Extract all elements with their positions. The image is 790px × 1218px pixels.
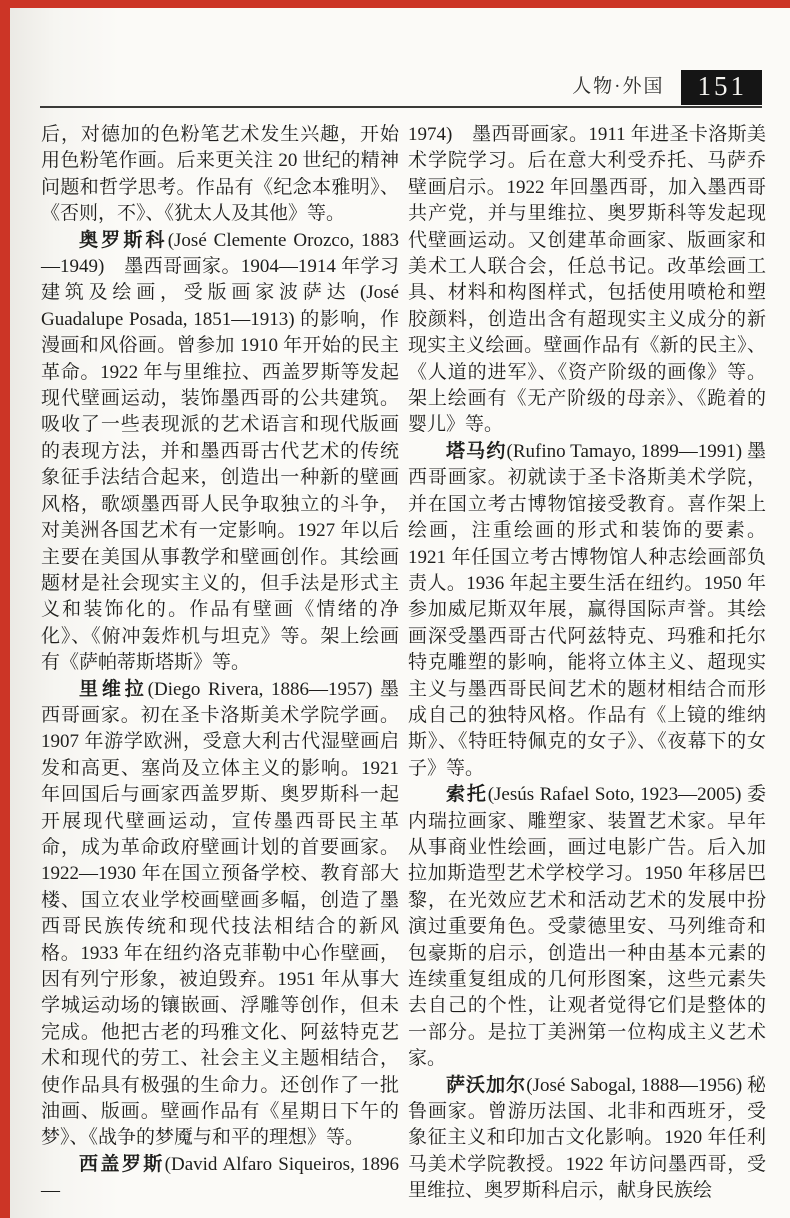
entry-orozco xyxy=(41,228,399,677)
entry-headword: 萨沃加尔 xyxy=(446,1074,527,1096)
right-column xyxy=(408,122,766,1205)
entry-siqueiros-start xyxy=(41,1152,399,1205)
section-label: 人物·外国 xyxy=(572,75,665,97)
entry-soto xyxy=(408,782,766,1072)
paragraph-continuation-kitaj xyxy=(41,122,399,228)
entry-body: (Rufino Tamayo, 1899—1991) 墨西哥画家。初就读于圣卡洛斯美术学院，并在国立考古博物馆接受教育。喜作架上绘画，注重绘画的形式和装饰的要素。1921 年任国立考古博物馆人种志绘画部负责人。1936 年起主要生活在纽约。1950 年参加威尼斯双年展，赢得国际声誉。其绘画深受墨西哥古代阿兹特克、玛雅和托尔特克雕塑的影响，能将立体主义、超现实主义与墨西哥民间艺术的题材相结合而形成自己的独特风格。作品有《上镜的维纳斯》、《特旺特佩克的女子》、《夜幕下的女子》等。 xyxy=(408,440,766,779)
page-header xyxy=(40,70,762,105)
entry-headword: 塔马约 xyxy=(446,440,507,462)
paragraph-text: 1974) 墨西哥画家。1911 年进圣卡洛斯美术学院学习。后在意大利受乔托、马萨乔壁画启示。1922 年回墨西哥，加入墨西哥共产党，并与里维拉、奥罗斯科等发起现代壁画运动。又创建革命画家、版画家和美术工人联合会，任总书记。改革绘画工具、材料和构图样式，包括使用喷枪和塑胶颜料，创造出含有超现实主义成分的新现实主义绘画。壁画作品有《新的民主》、《人道的进军》、《资产阶级的画像》等。架上绘画有《无产阶级的母亲》、《跪着的婴儿》等。 xyxy=(408,124,766,436)
paragraph-text: 后，对德加的色粉笔艺术发生兴趣，开始用色粉笔作画。后来更关注 20 世纪的精神问题和哲学思考。作品有《纪念本雅明》、《否则，不》、《犹太人及其他》等。 xyxy=(41,124,399,225)
entry-headword: 索托 xyxy=(446,784,488,806)
page-number-badge: 151 xyxy=(681,70,763,105)
header-rule xyxy=(40,106,762,108)
entry-headword: 奥罗斯科 xyxy=(79,229,168,251)
entry-sabogal xyxy=(408,1073,766,1205)
entry-headword: 里维拉 xyxy=(79,678,148,700)
entry-body: (David Alfaro Siqueiros, 1896— xyxy=(41,1153,399,1202)
entry-body: (José Sabogal, 1888—1956) 秘鲁画家。曾游历法国、北非和西班牙，受象征主义和印加古文化影响。1920 年任利马美术学院教授。1922 年访问墨西哥，受里维拉、奥罗斯科启示，献身民族绘 xyxy=(408,1074,766,1202)
entry-headword: 西盖罗斯 xyxy=(79,1153,165,1175)
red-left-edge xyxy=(0,0,10,1218)
entry-rivera xyxy=(41,677,399,1152)
entry-body: (Jesús Rafael Soto, 1923—2005) 委内瑞拉画家、雕塑家、装置艺术家。早年从事商业性绘画，画过电影广告。后入加拉加斯造型艺术学校学习。1950 年移居巴黎，在光效应艺术和活动艺术的发展中扮演过重要角色。受蒙德里安、马列维奇和包豪斯的启示，创造出一种由基本元素的连续重复组成的几何形图案，这些元素失去自己的个性，让观者觉得它们是整体的一部分。是拉丁美洲第一位构成主义艺术家。 xyxy=(408,784,766,1070)
entry-body: (José Clemente Orozco, 1883—1949) 墨西哥画家。1904—1914 年学习建筑及绘画，受版画家波萨达 (José Guadalupe Posada, 1851—1913) 的影响，作漫画和风俗画。曾参加 1910 年开始的民主革命。1922 年与里维拉、西盖罗斯等发起现代壁画运动，装饰墨西哥的公共建筑。吸收了一些表现派的艺术语言和现代版画的表现方法，并和墨西哥古代艺术的传统象征手法结合起来，创造出一种新的壁画风格，歌颂墨西哥人民争取独立的斗争，对美洲各国艺术有一定影响。1927 年以后主要在美国从事教学和壁画创作。其绘画题材是社会现实主义的，但手法是形式主义和装饰化的。作品有壁画《情绪的净化》、《俯冲轰炸机与坦克》等。架上绘画有《萨帕蒂斯塔斯》等。 xyxy=(41,229,399,674)
text-columns xyxy=(41,122,766,1205)
paragraph-continuation-siqueiros xyxy=(408,122,766,439)
left-column xyxy=(41,122,399,1205)
red-top-edge xyxy=(0,0,790,8)
entry-body: (Diego Rivera, 1886—1957) 墨西哥画家。初在圣卡洛斯美术学院学画。1907 年游学欧洲，受意大利古代湿壁画启发和高更、塞尚及立体主义的影响。1921 年回国后与画家西盖罗斯、奥罗斯科一起开展现代壁画运动，宣传墨西哥民主革命，成为革命政府壁画计划的首要画家。1922—1930 年在国立预备学校、教育部大楼、国立农业学校画壁画多幅，创造了墨西哥民族传统和现代技法相结合的新风格。1933 年在纽约洛克菲勒中心作壁画，因有列宁形象，被迫毁弃。1951 年从事大学城运动场的镶嵌画、浮雕等创作，但未完成。他把古老的玛雅文化、阿兹特克艺术和现代的劳工、社会主义主题相结合，使作品具有极强的生命力。还创作了一批油画、版画。壁画作品有《星期日下午的梦》、《战争的梦魇与和平的理想》等。 xyxy=(41,678,399,1149)
entry-tamayo xyxy=(408,439,766,782)
